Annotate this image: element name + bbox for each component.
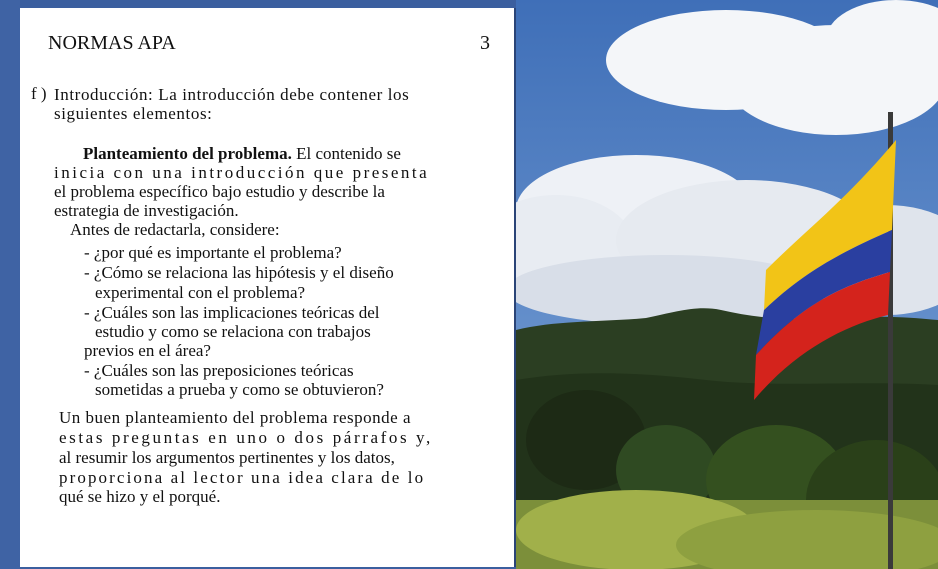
consider-line: Antes de redactarla, considere:: [70, 220, 280, 239]
left-border-strip: [0, 0, 20, 569]
conclusion-line: Un buen planteamiento del problema responde a: [59, 408, 411, 427]
conclusion-line: al resumir los argumentos pertinentes y los datos,: [59, 448, 395, 467]
question-line: estudio y como se relaciona con trabajos: [95, 322, 371, 341]
document-page: [20, 8, 516, 567]
page-number: 3: [480, 32, 490, 54]
problem-paragraph-line: estrategia de investigación.: [54, 201, 239, 220]
section-heading: Planteamiento del problema.: [83, 144, 292, 163]
flag-photo: [516, 0, 938, 569]
page-header-title: NORMAS APA: [48, 32, 176, 54]
question-line: - ¿Cuáles son las implicaciones teóricas del: [84, 303, 380, 322]
list-marker: f ): [31, 84, 47, 103]
question-line: - ¿por qué es importante el problema?: [84, 243, 342, 262]
intro-line: siguientes elementos:: [54, 104, 213, 123]
problem-paragraph-line: [83, 145, 401, 163]
conclusion-line: estas preguntas en uno o dos párrafos y,: [59, 428, 433, 447]
question-line: previos en el área?: [84, 341, 211, 360]
question-line: experimental con el problema?: [95, 283, 306, 302]
question-line: - ¿Cómo se relaciona las hipótesis y el diseño: [84, 263, 394, 282]
problem-paragraph-line: el problema específico bajo estudio y describe la: [54, 182, 385, 201]
paragraph-text: El contenido se: [296, 144, 401, 163]
conclusion-line: qué se hizo y el porqué.: [59, 487, 221, 506]
intro-line: Introducción: La introducción debe contener los: [54, 85, 410, 104]
colombian-flag-photo: [516, 0, 938, 569]
problem-paragraph-line: inicia con una introducción que presenta: [54, 163, 430, 182]
question-line: - ¿Cuáles son las preposiciones teóricas: [84, 361, 354, 380]
question-line: sometidas a prueba y como se obtuvieron?: [95, 380, 384, 399]
conclusion-line: proporciona al lector una idea clara de lo: [59, 468, 426, 487]
